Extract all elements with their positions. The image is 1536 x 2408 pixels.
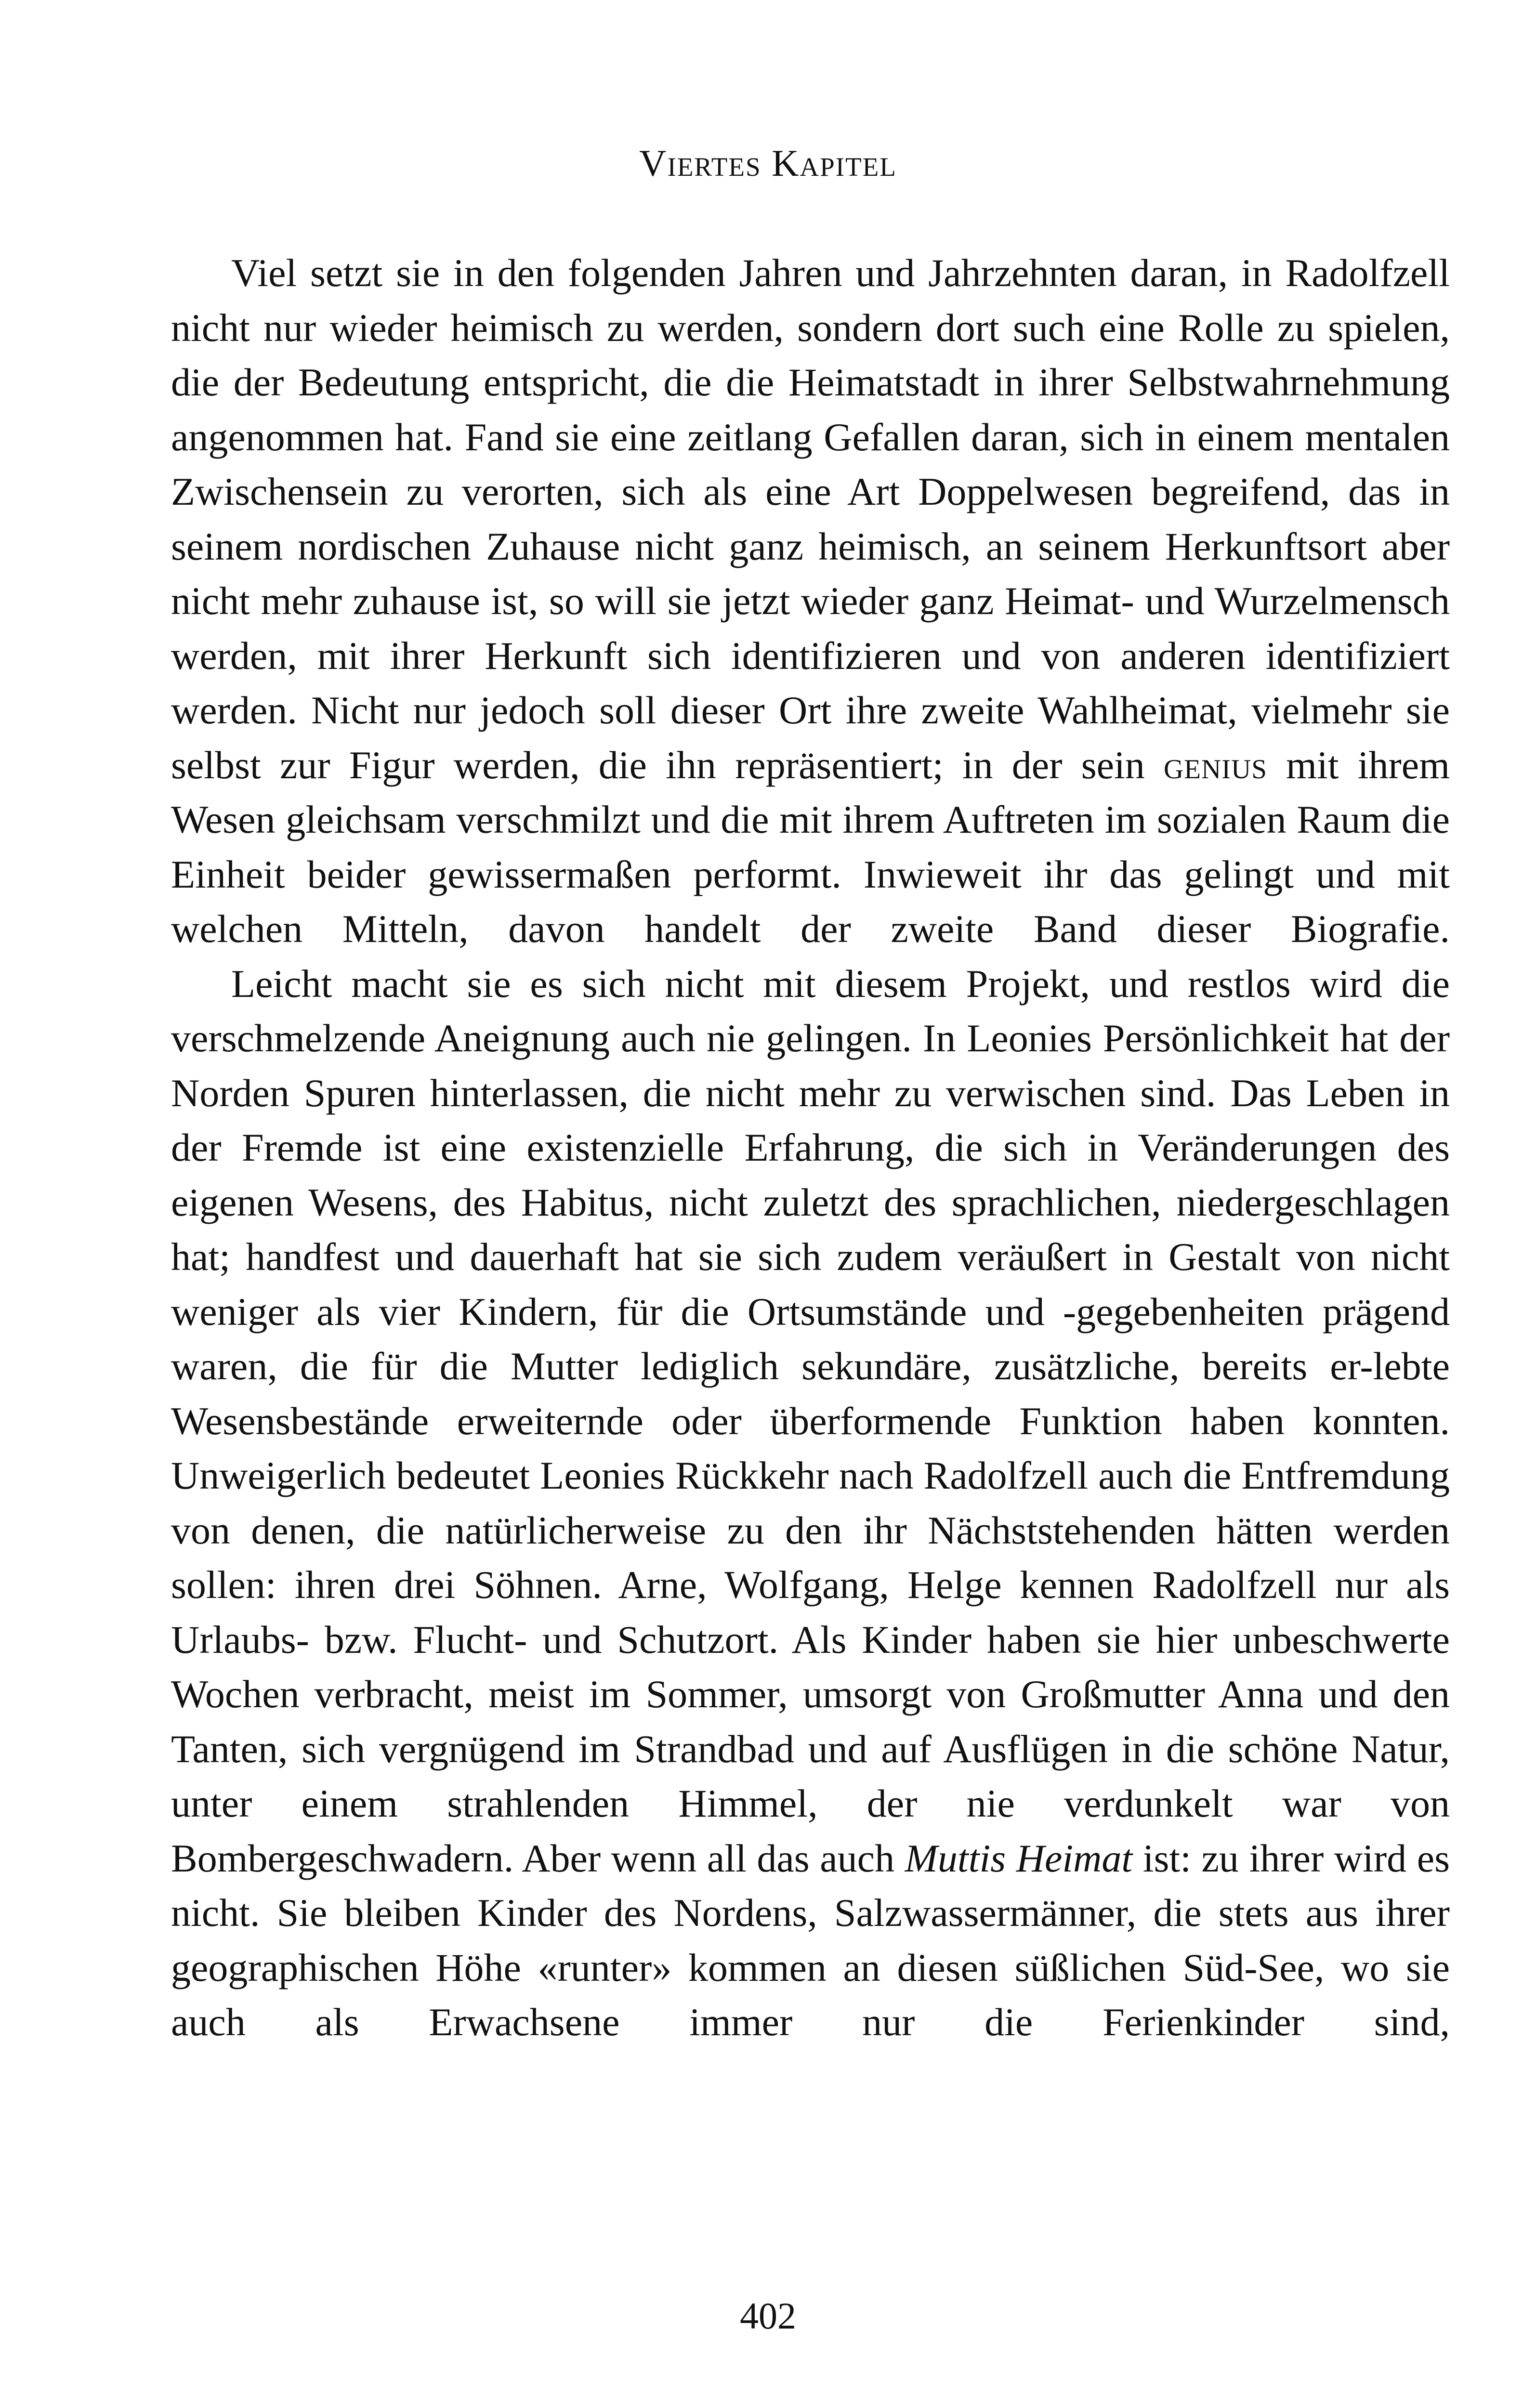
paragraph-2-italic: Muttis Heimat xyxy=(905,1836,1133,1880)
running-header xyxy=(0,144,1536,182)
paragraph-1-text-b: mit ihrem Wesen gleichsam verschmilzt und die mit ihrem Auftreten im sozialen Raum die Einheit beider gewissermaßen performt. Inwieweit ihr das gelingt und mit welchen Mitteln, davon handelt der zweite Band dieser Biografie. xyxy=(171,743,1450,951)
paragraph-2-text-a: Leicht macht sie es sich nicht mit diesem Projekt, und restlos wird die verschmelzende Aneignung auch nie gelingen. In Leonies Persönlichkeit hat der Norden Spuren hinterlassen, die nicht mehr zu verwischen sind. Das Leben in der Fremde ist eine existenzielle Erfahrung, die sich in Veränderungen des eigenen Wesens, des Habitus, nicht zuletzt des sprachlichen, niedergeschlagen hat; handfest und dauerhaft hat sie sich zudem veräußert in Gestalt von nicht weniger als vier Kindern, für die Ortsumstände und -gegebenheiten prägend waren, die für die Mutter lediglich sekundäre, zusätzliche, bereits er-lebte Wesensbestände erweiternde oder überformende Funktion haben konnten. Unweigerlich bedeutet Leonies Rückkehr nach Radolfzell auch die Entfremdung von denen, die natürlicherweise zu den ihr Nächststehenden hätten werden sollen: ihren drei Söhnen. Arne, Wolfgang, Helge kennen Radolfzell nur als Urlaubs- bzw. Flucht- und Schutzort. Als Kinder haben sie hier unbeschwerte Wochen verbracht, meist im Sommer, umsorgt von Großmutter Anna und den Tanten, sich vergnügend im Strandbad und auf Ausflügen in die schöne Natur, unter einem strahlenden Himmel, der nie verdunkelt war von Bombergeschwadern. Aber wenn all das auch xyxy=(171,961,1450,1880)
body-text xyxy=(171,246,1450,2050)
chapter-title: Viertes Kapitel xyxy=(639,142,897,184)
page-number: 402 xyxy=(740,2295,796,2337)
paragraph-1 xyxy=(171,246,1450,956)
paragraph-1-genius: genius xyxy=(1163,743,1267,787)
paragraph-2-text-b: ist: zu ihrer wird es nicht. Sie bleiben Kinder des Nordens, Salzwassermänner, die stets aus ihrer geographischen Höhe «runter» kommen an diesen süßlichen Süd-See, wo sie auch als Erwachsene immer nur die Ferienkinder sind, xyxy=(171,1836,1450,2044)
paragraph-2 xyxy=(171,956,1450,2050)
paragraph-1-text-a: Viel setzt sie in den folgenden Jahren und Jahrzehnten daran, in Radolfzell nicht nur wieder heimisch zu werden, sondern dort such eine Rolle zu spielen, die der Bedeutung entspricht, die die Heimatstadt in ihrer Selbstwahrnehmung angenommen hat. Fand sie eine zeitlang Gefallen daran, sich in einem mentalen Zwischensein zu verorten, sich als eine Art Doppelwesen begreifend, das in seinem nordischen Zuhause nicht ganz heimisch, an seinem Herkunftsort aber nicht mehr zuhause ist, so will sie jetzt wieder ganz Heimat- und Wurzelmensch werden, mit ihrer Herkunft sich identifizieren und von anderen identifiziert werden. Nicht nur jedoch soll dieser Ort ihre zweite Wahlheimat, vielmehr sie selbst zur Figur werden, die ihn repräsentiert; in der sein xyxy=(171,251,1450,787)
